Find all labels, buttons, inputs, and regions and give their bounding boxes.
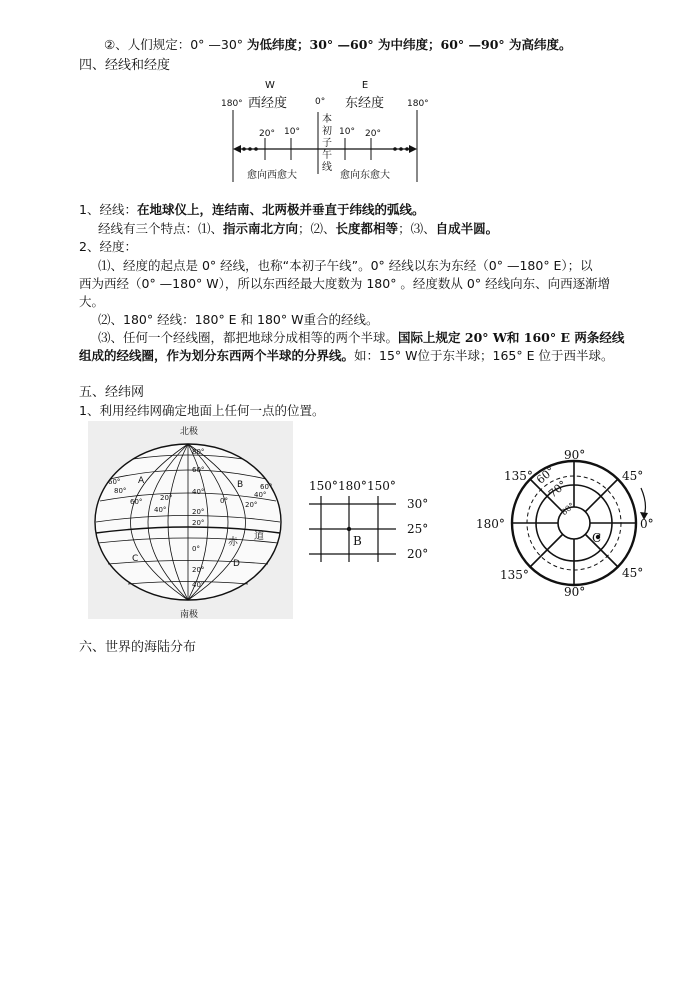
tick-20-west: 20°	[259, 129, 275, 139]
lat-40n: 40°	[192, 488, 205, 496]
equator-char-2: 道	[254, 531, 264, 542]
polar-80: 80°	[559, 501, 577, 518]
lat-0: 0°	[192, 545, 200, 553]
tick-20-east: 20°	[365, 129, 381, 139]
grid-top-1: 150°	[309, 479, 338, 493]
longitude-diagram	[215, 74, 445, 186]
rotation-arrow	[641, 488, 645, 516]
lat-40-right: 40°	[254, 491, 267, 499]
south-pole-label: 南极	[180, 610, 199, 619]
feature-3: 自成半圆。	[435, 221, 499, 236]
point-3-example: 如：15° W位于东半球；165° E 位于西半球。	[354, 348, 614, 363]
point-d: D	[233, 559, 240, 569]
point-3-bold: 国际上规定 20° W和 160° E 两条经线	[398, 330, 625, 345]
grid-point-b-dot	[347, 527, 351, 531]
polar-45-top: 45°	[622, 469, 644, 483]
prime-char-5: 线	[322, 162, 332, 173]
east-increase-label: 愈向东愈大	[340, 170, 390, 181]
lat-40-left: 40°	[154, 506, 167, 514]
west-longitude-label: 西经度	[248, 96, 288, 111]
polar-point-c: C	[592, 531, 602, 545]
lat-20-left: 20°	[160, 494, 173, 502]
polar-90-bottom: 90°	[564, 585, 586, 599]
meridian-features-line	[98, 220, 498, 238]
deg-180-right: 180°	[407, 99, 429, 109]
point-b: B	[237, 480, 244, 490]
section-5-heading: 五、经纬网	[79, 385, 145, 400]
prime-char-3: 子	[322, 138, 332, 149]
point-3-cont-bold: 组成的经线圈，作为划分东西两个半球的分界线。	[79, 348, 355, 363]
longitude-point-3	[98, 329, 624, 347]
features-sep-1: ；⑵、	[298, 221, 336, 236]
grid-top-2: 180°	[338, 479, 367, 493]
graticule-intro: 1、利用经纬网确定地面上任何一点的位置。	[79, 403, 325, 418]
meridian-def-bold: 在地球仪上，连结南、北两极并垂直于纬线的弧线。	[136, 202, 425, 217]
grid-point-b: B	[353, 534, 362, 548]
section-4-heading: 四、经线和经度	[79, 58, 171, 73]
prime-char-4: 午	[322, 150, 332, 161]
polar-135-top: 135°	[504, 469, 533, 483]
longitude-point-1: ⑴、经度的起点是 0° 经线，也称“本初子午线”。0° 经线以东为东经（0° —180° E）；以	[98, 258, 593, 273]
north-pole-label: 北极	[180, 427, 199, 437]
point-c: C	[132, 554, 139, 564]
lat-0-right: 0°	[220, 497, 228, 505]
lat-80-left: 60°	[108, 478, 121, 486]
latitude-rule-bold: 为低纬度；30° —60° 为中纬度；60° —90° 为高纬度。	[247, 37, 572, 52]
latitude-rule-line	[104, 36, 572, 54]
polar-projection	[470, 444, 670, 604]
polar-60: 60°	[534, 464, 558, 487]
e-letter: E	[361, 80, 369, 91]
point-3-text: ⑶、任何一个经线圈，都把地球分成相等的两个半球。	[98, 330, 399, 345]
prime-char-2: 初	[322, 126, 332, 137]
grid-right-3: 20°	[407, 547, 429, 561]
polar-135-bottom: 135°	[500, 568, 529, 582]
w-letter: W	[265, 80, 275, 91]
east-longitude-label: 东经度	[345, 96, 385, 111]
lat-60-left: 80°	[114, 487, 127, 495]
arrow-west	[233, 145, 241, 153]
west-increase-label: 愈向西愈大	[247, 170, 297, 181]
polar-180: 180°	[476, 517, 505, 531]
lat-60-left2: 60°	[130, 498, 143, 506]
lat-40s: 40°	[192, 581, 205, 589]
lat-20-mid: 20°	[192, 519, 205, 527]
grid-right-1: 30°	[407, 497, 429, 511]
grid-right-2: 25°	[407, 522, 429, 536]
arrow-east	[409, 145, 417, 153]
lat-20-right: 20°	[245, 501, 258, 509]
polar-70: 70°	[546, 478, 570, 501]
meridian-def-line	[79, 201, 424, 219]
features-sep-2: ；⑶、	[398, 221, 436, 236]
deg-0-label: 0°	[315, 97, 326, 107]
tick-10-west: 10°	[284, 127, 300, 137]
feature-1: 指示南北方向	[223, 221, 299, 236]
polar-90-top: 90°	[564, 448, 586, 462]
lat-60-right: 60°	[260, 483, 273, 491]
tick-10-east: 10°	[339, 127, 355, 137]
equator-char-1: 赤	[228, 537, 238, 548]
feature-2: 长度都相等	[335, 221, 399, 236]
point-a: A	[138, 476, 145, 486]
polar-45-bottom: 45°	[622, 566, 644, 580]
lat-20n: 20°	[192, 508, 205, 516]
polar-0: 0°	[640, 517, 654, 531]
meridian-def-prefix: 1、经线：	[79, 202, 137, 217]
lat-60n: 60°	[192, 466, 205, 474]
longitude-point-3-cont	[79, 347, 613, 365]
longitude-point-1-end: 大。	[79, 294, 105, 309]
grid-top-3: 150°	[367, 479, 396, 493]
section-6-heading: 六、世界的海陆分布	[79, 640, 197, 655]
features-prefix: 经线有三个特点：⑴、	[98, 221, 224, 236]
lat-80n: 80°	[192, 448, 205, 456]
longitude-point-2: ⑵、180° 经线：180° E 和 180° W重合的经线。	[98, 312, 379, 327]
graticule-grid	[304, 474, 434, 564]
lat-20s: 20°	[192, 566, 205, 574]
longitude-point-1-cont: 西为西经（0° —180° W），所以东西经最大度数为 180° 。经度数从 0° 经线向东、向西逐渐增	[79, 276, 611, 291]
globe-figure	[88, 421, 293, 619]
prime-char-1: 本	[322, 114, 332, 125]
deg-180-left: 180°	[221, 99, 243, 109]
longitude-heading: 2、经度：	[79, 239, 137, 254]
latitude-rule-prefix: ②、人们规定：0° —30°	[104, 37, 248, 52]
